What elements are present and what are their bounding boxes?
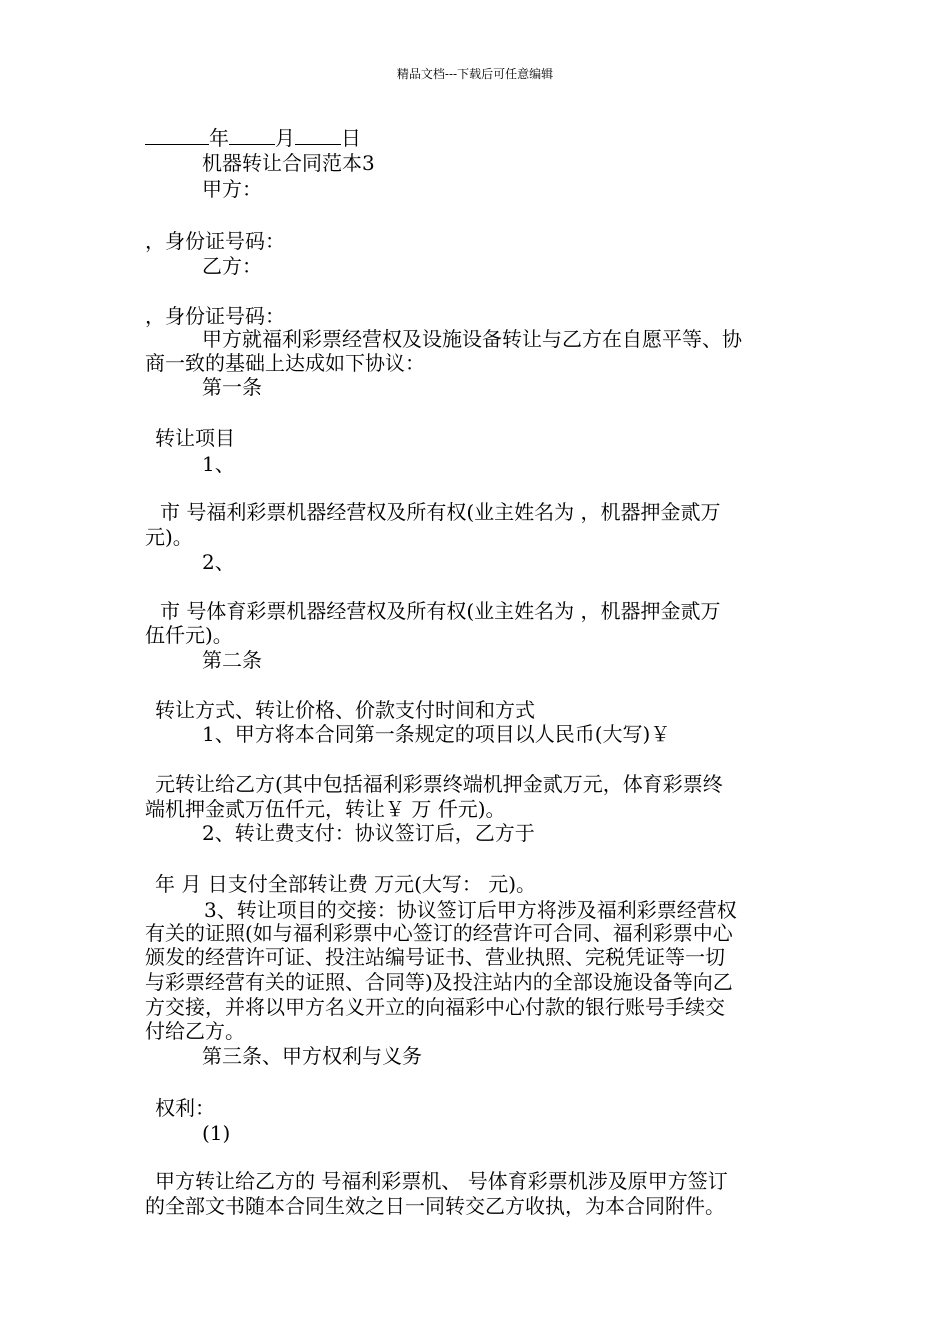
month-label: 月 bbox=[275, 126, 295, 150]
paragraph-line: 商一致的基础上达成如下协议： bbox=[145, 351, 425, 375]
party-b-label: 乙方： bbox=[202, 254, 262, 278]
date-line bbox=[145, 124, 361, 151]
day-blank bbox=[295, 124, 341, 145]
article-heading: 第二条 bbox=[202, 648, 262, 672]
section-heading: 权利： bbox=[155, 1096, 215, 1120]
paragraph-line: 伍仟元)。 bbox=[145, 623, 233, 647]
paragraph-line: 元)。 bbox=[145, 525, 193, 549]
item-number: 2、 bbox=[202, 550, 235, 574]
year-label: 年 bbox=[209, 126, 229, 150]
paragraph-line: 的全部文书随本合同生效之日一同转交乙方收执，为本合同附件。 bbox=[145, 1194, 725, 1218]
paragraph-line: 元转让给乙方(其中包括福利彩票终端机押金贰万元，体育彩票终 bbox=[155, 772, 723, 796]
paragraph-line: 2、转让费支付：协议签订后，乙方于 bbox=[202, 821, 535, 845]
paragraph-line: 方交接，并将以甲方名义开立的向福彩中心付款的银行账号手续交 bbox=[145, 995, 725, 1019]
party-a-id: ，身份证号码： bbox=[145, 229, 285, 253]
article-heading: 第三条、甲方权利与义务 bbox=[202, 1044, 422, 1068]
paragraph-line: 1、甲方将本合同第一条规定的项目以人民币(大写)￥ bbox=[202, 722, 671, 746]
item-number: 1、 bbox=[202, 452, 235, 476]
paragraph-line: 颁发的经营许可证、投注站编号证书、营业执照、完税凭证等一切 bbox=[145, 945, 725, 969]
paragraph-line: 市 号福利彩票机器经营权及所有权(业主姓名为 ，机器押金贰万 bbox=[160, 500, 721, 524]
section-heading: 转让项目 bbox=[155, 426, 235, 450]
paragraph-line: 市 号体育彩票机器经营权及所有权(业主姓名为 ，机器押金贰万 bbox=[160, 599, 721, 623]
paragraph-line: 与彩票经营有关的证照、合同等)及投注站内的全部设施设备等向乙 bbox=[145, 970, 733, 994]
doc-title: 机器转让合同范本3 bbox=[202, 151, 375, 175]
paragraph-line: 3、转让项目的交接：协议签订后甲方将涉及福利彩票经营权 bbox=[204, 898, 737, 922]
paragraph-line: 端机押金贰万伍仟元，转让￥ 万 仟元)。 bbox=[145, 797, 506, 821]
month-blank bbox=[229, 124, 275, 145]
year-blank bbox=[145, 124, 209, 145]
section-heading: 转让方式、转让价格、价款支付时间和方式 bbox=[155, 698, 535, 722]
day-label: 日 bbox=[341, 126, 361, 150]
paragraph-line: 甲方转让给乙方的 号福利彩票机、 号体育彩票机涉及原甲方签订 bbox=[155, 1169, 728, 1193]
party-a-label: 甲方： bbox=[202, 177, 262, 201]
article-heading: 第一条 bbox=[202, 375, 262, 399]
page-header: 精品文档---下载后可任意编辑 bbox=[396, 67, 554, 81]
item-number: (1) bbox=[202, 1121, 231, 1145]
paragraph-line: 年 月 日支付全部转让费 万元(大写： 元)。 bbox=[155, 872, 537, 896]
paragraph-line: 付给乙方。 bbox=[145, 1019, 245, 1043]
party-b-id: ，身份证号码： bbox=[145, 304, 285, 328]
paragraph-line: 甲方就福利彩票经营权及设施设备转让与乙方在自愿平等、协 bbox=[202, 327, 742, 351]
paragraph-line: 有关的证照(如与福利彩票中心签订的经营许可合同、福利彩票中心 bbox=[145, 921, 733, 945]
